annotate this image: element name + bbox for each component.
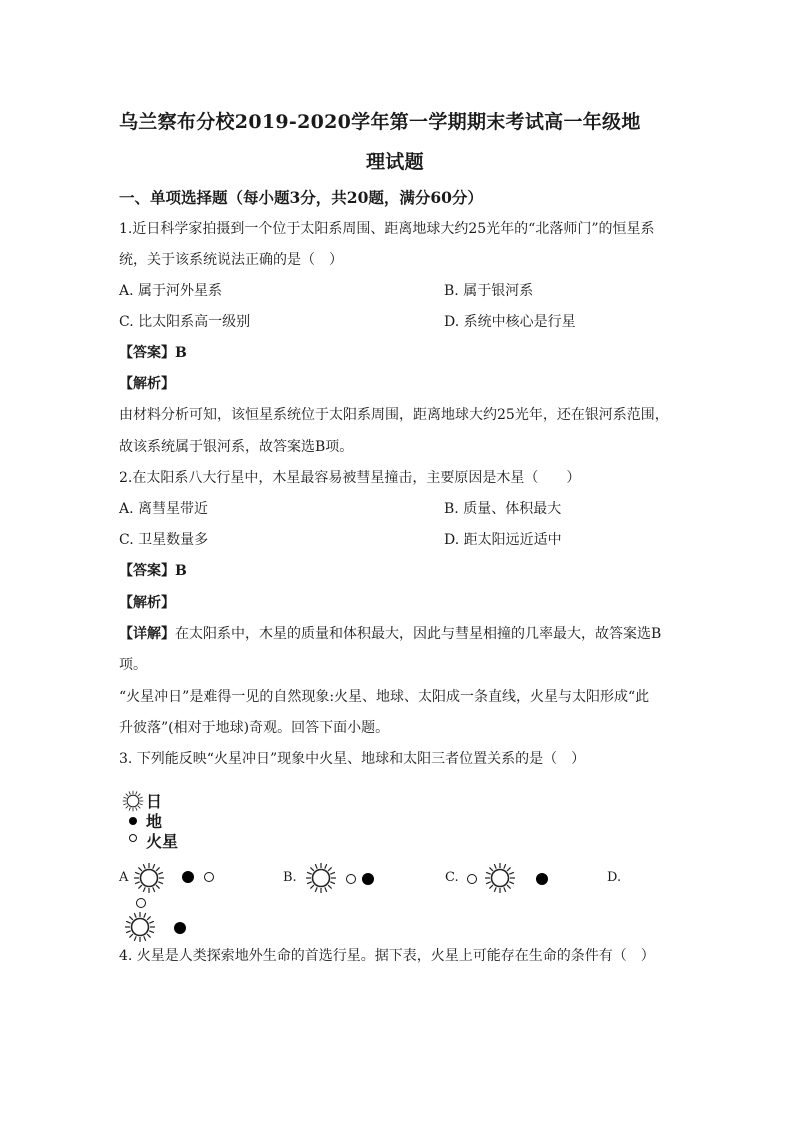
legend-sun-label: 日 [146,792,163,811]
q2-detail-tag: 【详解】 [119,626,175,642]
q2-option-c: C. 卫星数量多 [119,532,209,548]
legend-mars-icon [129,834,137,842]
q3-stem: 3. 下列能反映“火星冲日”现象中火星、地球和太阳三者位置关系的是（ ） [119,751,586,767]
option-b-sun-icon [305,862,337,894]
option-c-mars-icon [467,874,477,884]
legend-sun-icon [122,790,144,812]
passage-line-1: “火星冲日”是难得一见的自然现象:火星、地球、太阳成一条直线，火星与太阳形成“此 [119,689,650,705]
option-a-mars-icon [204,872,214,882]
section-heading: 一、单项选择题（每小题3分，共20题，满分60分） [119,188,483,207]
q1-option-b: B. 属于银河系 [444,283,534,299]
q1-stem-line-2: 统，关于该系统说法正确的是（ ） [119,252,343,268]
q3-option-d-label: D. [607,870,622,885]
q2-detail-text: 在太阳系中，木星的质量和体积最大，因此与彗星相撞的几率最大，故答案选B [175,626,662,642]
passage-line-2: 升彼落”(相对于地球)奇观。回答下面小题。 [119,720,390,736]
q2-analysis-tag: 【解析】 [119,595,175,611]
q1-stem-line-1: 1.近日科学家拍摄到一个位于太阳系周围、距离地球大约25光年的“北落师门”的恒星系 [119,221,655,237]
legend-earth-label: 地 [146,812,163,831]
q3-option-b-label: B. [283,870,297,885]
q1-option-d: D. 系统中核心是行星 [444,314,576,330]
q1-analysis-line-1: 由材料分析可知，该恒星系统位于太阳系周围，距离地球大约25光年，还在银河系范围， [119,407,669,423]
option-d-mars-icon [136,898,146,908]
q2-detail-line-1 [119,623,661,643]
q2-detail-line-2: 项。 [119,657,147,673]
option-b-mars-icon [346,874,356,884]
option-c-sun-icon [484,862,516,894]
q2-answer: 【答案】B [119,563,187,579]
legend-earth-icon [129,817,137,825]
option-d-earth-icon [174,922,186,934]
legend-mars-label: 火星 [146,832,179,851]
q1-answer: 【答案】B [119,345,187,361]
q2-stem: 2.在太阳系八大行星中，木星最容易被彗星撞击，主要原因是木星（ ） [119,470,581,486]
q2-option-b: B. 质量、体积最大 [444,501,562,517]
q1-analysis-tag: 【解析】 [119,376,175,392]
option-a-sun-icon [133,862,165,894]
q1-option-a: A. 属于河外星系 [119,283,223,299]
q1-analysis-line-2: 故该系统属于银河系，故答案选B项。 [119,439,354,455]
option-b-earth-icon [362,873,374,885]
q3-option-c-label: C. [445,870,459,885]
option-a-earth-icon [182,871,194,883]
q1-option-c: C. 比太阳系高一级别 [119,314,251,330]
q4-stem: 4. 火星是人类探索地外生命的首选行星。据下表，火星上可能存在生命的条件有（ ） [119,948,655,964]
q3-option-a-label: A [119,870,129,885]
page-title-line-2: 理试题 [366,151,424,173]
q2-option-a: A. 离彗星带近 [119,501,209,517]
page-title-line-1: 乌兰察布分校2019-2020学年第一学期期末考试高一年级地 [119,111,641,133]
option-c-earth-icon [536,873,548,885]
q2-option-d: D. 距太阳远近适中 [444,532,562,548]
option-d-sun-icon [124,911,156,943]
